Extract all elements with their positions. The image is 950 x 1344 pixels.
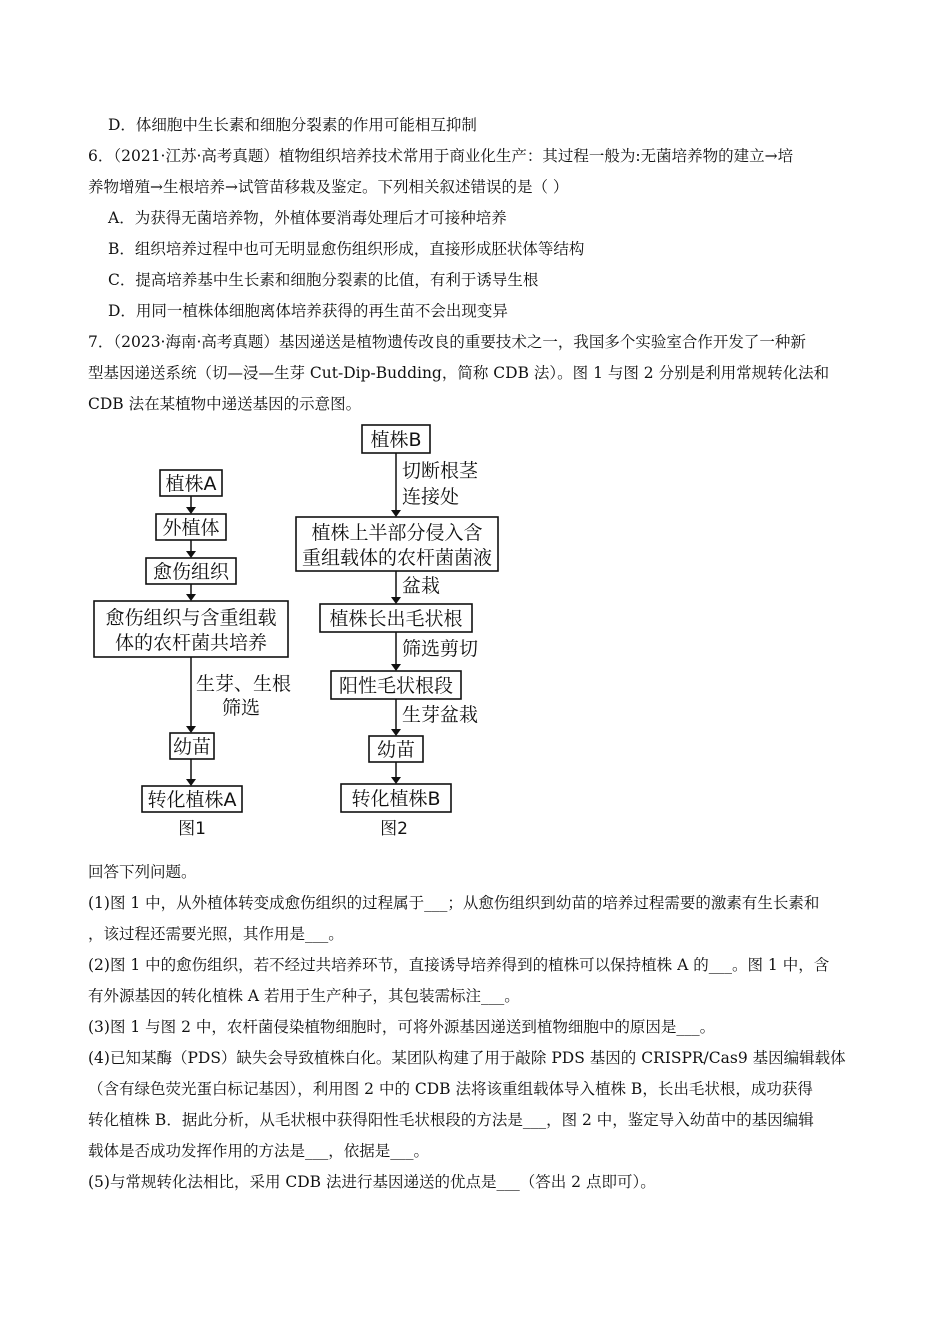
fig1-box-explant-label: 外植体 [162, 517, 220, 539]
q7-part2-line1: (2)图 1 中的愈伤组织，若不经过共培养环节，直接诱导培养得到的植株可以保持植株 A 的___。图 1 中，含 [88, 956, 830, 974]
fig1-box-transformed-a-label: 转化植株A [147, 789, 237, 811]
fig1-box-cocultivation-line2: 体的农杆菌共培养 [114, 632, 268, 654]
fig1-caption: 图1 [178, 819, 206, 839]
fig2-arrow-label-3: 筛选剪切 [402, 638, 479, 660]
q7-stem-line2: 型基因递送系统（切—浸—生芽 Cut-Dip-Budding，简称 CDB 法）。图 1 与图 2 分别是利用常规转化法和 [88, 364, 830, 382]
fig1-box-cocultivation-line1: 愈伤组织与含重组载 [105, 607, 277, 629]
q6-option-b: B．组织培养过程中也可无明显愈伤组织形成，直接形成胚状体等结构 [108, 240, 585, 258]
fig1-box-seedling-label: 幼苗 [172, 736, 212, 758]
q6-stem-line2: 养物增殖→生根培养→试管苗移栽及鉴定。下列相关叙述错误的是（ ） [88, 178, 569, 196]
figure-1 [94, 470, 291, 839]
fig2-box-hairy-roots-label: 植株长出毛状根 [329, 608, 463, 630]
q6-option-a: A．为获得无菌培养物，外植体要消毒处理后才可接种培养 [108, 209, 507, 227]
fig1-arrow-label-2: 筛选 [222, 697, 261, 719]
fig2-caption: 图2 [380, 819, 408, 839]
q5-option-d: D．体细胞中生长素和细胞分裂素的作用可能相互抑制 [108, 116, 477, 134]
q7-part3: (3)图 1 与图 2 中，农杆菌侵染植物细胞时，可将外源基因递送到植物细胞中的原因是___。 [88, 1018, 716, 1036]
fig2-box-plant-b-label: 植株B [370, 429, 422, 451]
q7-part4-line3: 转化植株 B．据此分析，从毛状根中获得阳性毛状根段的方法是___，图 2 中，鉴定导入幼苗中的基因编辑 [88, 1111, 814, 1129]
fig2-box-dip-line1: 植株上半部分侵入含 [311, 522, 483, 544]
fig2-box-seedling-label: 幼苗 [376, 739, 416, 761]
q6-stem-line1: 6．（2021·江苏·高考真题）植物组织培养技术常用于商业化生产：其过程一般为:无菌培养物的建立→培 [88, 147, 794, 165]
figure-2 [296, 425, 498, 839]
fig2-arrow-label-4: 生芽盆栽 [402, 704, 479, 726]
q7-part2-line2: 有外源基因的转化植株 A 若用于生产种子，其包装需标注___。 [88, 987, 520, 1005]
q6-option-d: D．用同一植株体细胞离体培养获得的再生苗不会出现变异 [108, 302, 508, 320]
q7-part1-line1: (1)图 1 中，从外植体转变成愈伤组织的过程属于___；从愈伤组织到幼苗的培养过程需要的激素有生长素和 [88, 894, 820, 912]
q6-option-c: C．提高培养基中生长素和细胞分裂素的比值，有利于诱导生根 [108, 271, 539, 289]
fig2-box-transformed-b-label: 转化植株B [351, 788, 441, 810]
q7-stem-line3: CDB 法在某植物中递送基因的示意图。 [88, 395, 362, 413]
fig2-box-dip-line2: 重组载体的农杆菌菌液 [301, 547, 493, 569]
fig2-box-positive-root-label: 阳性毛状根段 [338, 675, 454, 697]
q7-part4-line4: 载体是否成功发挥作用的方法是___，依据是___。 [88, 1142, 430, 1160]
q7-part5: (5)与常规转化法相比，采用 CDB 法进行基因递送的优点是___（答出 2 点即可）。 [88, 1173, 656, 1191]
fig1-box-callus-label: 愈伤组织 [152, 561, 230, 583]
q7-part1-line2: ，该过程还需要光照，其作用是___。 [88, 925, 344, 943]
fig2-arrow-label-2: 盆栽 [402, 575, 441, 597]
fig2-arrow-label-1-line1: 切断根茎 [402, 460, 479, 482]
fig2-arrow-label-1-line2: 连接处 [402, 486, 460, 508]
fig1-arrow-label-1: 生芽、生根 [196, 673, 292, 695]
q7-answer-intro: 回答下列问题。 [88, 863, 197, 881]
q7-stem-line1: 7．（2023·海南·高考真题）基因递送是植物遗传改良的重要技术之一，我国多个实验室合作开发了一种新 [88, 333, 806, 351]
q7-part4-line2: （含有绿色荧光蛋白标记基因），利用图 2 中的 CDB 法将该重组载体导入植株 B，长出毛状根，成功获得 [88, 1080, 813, 1098]
fig1-box-plant-a-label: 植株A [165, 473, 217, 495]
q7-part4-line1: (4)已知某酶（PDS）缺失会导致植株白化。某团队构建了用于敲除 PDS 基因的 CRISPR/Cas9 基因编辑载体 [88, 1049, 846, 1067]
